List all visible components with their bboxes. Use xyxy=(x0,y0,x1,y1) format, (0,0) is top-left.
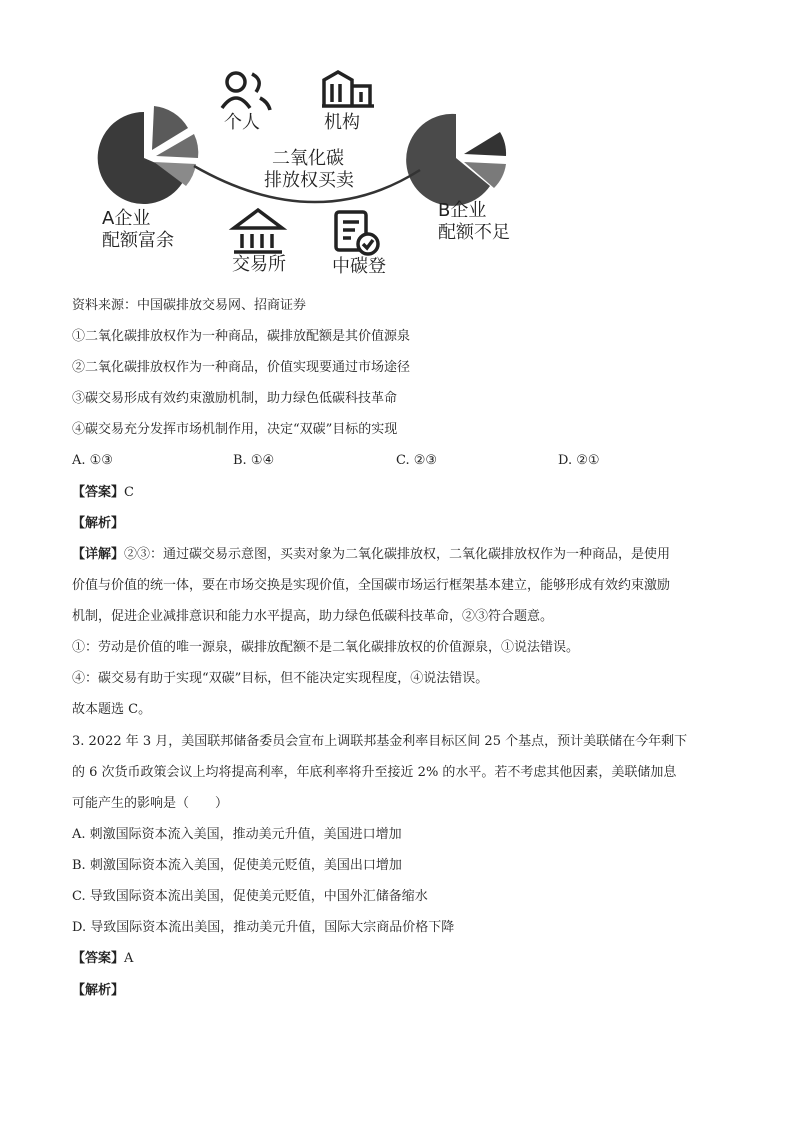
label-b-1: B企业 xyxy=(438,200,487,221)
q3-answer-tag: 【答案】 xyxy=(72,951,125,966)
q2-analysis-tag: 【解析】 xyxy=(72,516,125,531)
q2-detail-3: 机制，促进企业减排意识和能力水平提高，助力绿色低碳科技革命，②③符合题意。 xyxy=(72,609,554,624)
q2-answer-value: C xyxy=(124,485,134,500)
q3-stem-1: 3. 2022 年 3 月，美国联邦储备委员会宣布上调联邦基金利率目标区间 25 个基点，预计美联储在今年剩下 xyxy=(72,734,688,749)
label-registry: 中碳登 xyxy=(332,256,386,277)
label-person: 个人 xyxy=(224,112,260,133)
q3-option-d: D. 导致国际资本流出美国，推动美元升值，国际大宗商品价格下降 xyxy=(72,920,455,935)
bank-icon xyxy=(234,210,282,252)
q2-conclusion: 故本题选 C。 xyxy=(72,702,152,717)
q2-option-d: D. ②① xyxy=(558,453,600,468)
statement-4: ④碳交易充分发挥市场机制作用，决定“双碳”目标的实现 xyxy=(72,422,398,437)
label-exchange: 交易所 xyxy=(232,254,286,275)
q3-stem-3: 可能产生的影响是（ ） xyxy=(72,796,229,811)
q2-detail-1: 【详解】②③：通过碳交易示意图，买卖对象为二氧化碳排放权，二氧化碳排放权作为一种商品，是使用 xyxy=(72,547,671,562)
carbon-trading-diagram xyxy=(76,58,536,280)
q3-option-c: C. 导致国际资本流出美国，促使美元贬值，中国外汇储备缩水 xyxy=(72,889,428,904)
q2-option-a: A. ①③ xyxy=(72,453,113,468)
label-institution: 机构 xyxy=(324,112,360,133)
q2-note-1: ①：劳动是价值的唯一源泉，碳排放配额不是二氧化碳排放权的价值源泉，①说法错误。 xyxy=(72,640,580,655)
document-check-icon xyxy=(336,212,378,254)
label-center-1: 二氧化碳 xyxy=(272,148,344,169)
q2-detail-tag: 【详解】 xyxy=(72,547,125,562)
people-icon xyxy=(222,73,270,110)
q2-answer xyxy=(72,484,134,502)
statement-1: ①二氧化碳排放权作为一种商品，碳排放配额是其价值源泉 xyxy=(72,329,411,344)
label-b-2: 配额不足 xyxy=(438,222,510,243)
q3-stem-2: 的 6 次货币政策会议上均将提高利率，年底利率将升至接近 2% 的水平。若不考虑其他因素，美联储加息 xyxy=(72,765,677,780)
statement-2: ②二氧化碳排放权作为一种商品，价值实现要通过市场途径 xyxy=(72,360,411,375)
pie-b-icon xyxy=(406,114,506,206)
label-a-1: A企业 xyxy=(102,208,151,229)
building-icon xyxy=(322,72,374,106)
label-center-2: 排放权买卖 xyxy=(264,170,354,191)
q2-option-c: C. ②③ xyxy=(396,453,438,468)
statement-3: ③碳交易形成有效约束激励机制，助力绿色低碳科技革命 xyxy=(72,391,398,406)
source-note: 资料来源：中国碳排放交易网、招商证券 xyxy=(72,298,307,313)
q2-note-4: ④：碳交易有助于实现“双碳”目标，但不能决定实现程度，④说法错误。 xyxy=(72,671,489,686)
q3-analysis-tag: 【解析】 xyxy=(72,983,125,998)
q2-detail-2: 价值与价值的统一体，要在市场交换是实现价值，全国碳市场运行框架基本建立，能够形成有效约束激励 xyxy=(72,578,671,593)
pie-a-icon xyxy=(98,106,199,204)
q2-answer-tag: 【答案】 xyxy=(72,485,125,500)
q3-option-a: A. 刺激国际资本流入美国，推动美元升值，美国进口增加 xyxy=(72,827,402,842)
q3-option-b: B. 刺激国际资本流入美国，促使美元贬值，美国出口增加 xyxy=(72,858,402,873)
label-a-2: 配额富余 xyxy=(102,230,174,251)
q3-answer-value: A xyxy=(124,951,134,966)
q2-option-b: B. ①④ xyxy=(233,453,275,468)
q3-answer xyxy=(72,950,133,968)
